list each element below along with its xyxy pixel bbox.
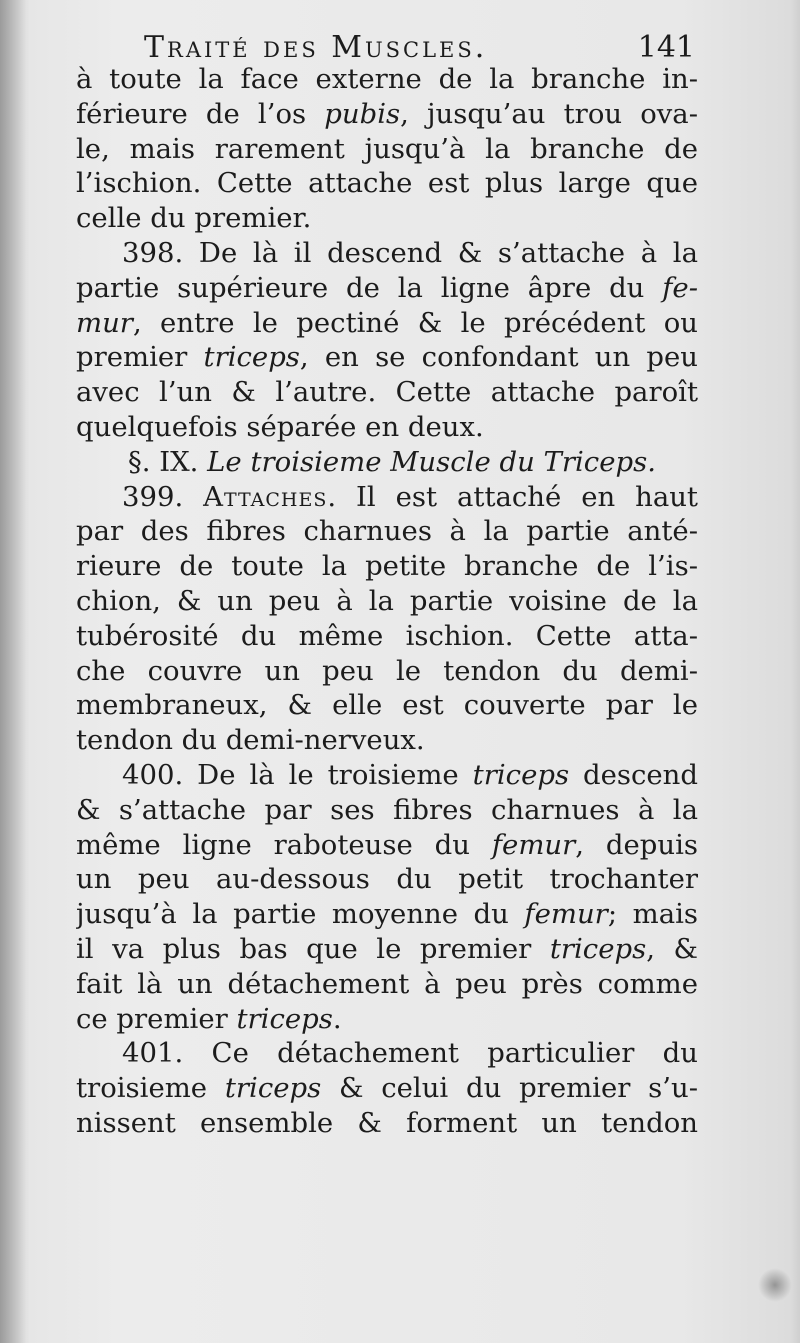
text-line	[76, 654, 698, 689]
text-line	[76, 236, 698, 271]
text-run: ; mais	[607, 898, 698, 931]
text-run: troisieme	[76, 1072, 225, 1105]
running-title: Traité des Muscles.	[144, 30, 488, 65]
text-run: celle du premier.	[76, 202, 312, 235]
text-line	[76, 340, 698, 375]
text-run: 401. Ce détachement particulier du	[122, 1037, 698, 1070]
text-run: . Il est attaché en haut	[327, 480, 698, 513]
text-run: , &	[646, 932, 698, 965]
italic-text: triceps	[236, 1002, 333, 1035]
text-line	[76, 688, 698, 723]
text-line	[76, 375, 698, 410]
text-run: férieure de l’os	[76, 97, 325, 130]
text-line	[76, 62, 698, 97]
text-run: partie supérieure de la ligne âpre du	[76, 271, 663, 304]
text-line	[76, 514, 698, 549]
text-run: & s’attache par ses fibres charnues à la	[76, 793, 698, 826]
text-line	[76, 723, 698, 758]
italic-text: triceps	[203, 341, 300, 374]
text-line	[76, 97, 698, 132]
body-text	[76, 62, 698, 1141]
text-run: il va plus bas que le premier	[76, 932, 550, 965]
text-run: che couvre un peu le tendon du demi-	[76, 654, 698, 687]
text-line	[76, 410, 698, 445]
text-run: chion, & un peu à la partie voisine de la	[76, 584, 698, 617]
text-run: même ligne raboteuse du	[76, 828, 492, 861]
text-run: le, mais rarement jusqu’à la branche de	[76, 132, 698, 165]
text-line	[76, 862, 698, 897]
text-line	[76, 132, 698, 167]
text-line	[76, 584, 698, 619]
text-run: , entre le pectiné & le précédent ou	[132, 306, 698, 339]
text-run: à toute la face externe de la branche in-	[76, 63, 698, 95]
text-run: avec l’un & l’autre. Cette attache paroît	[76, 376, 698, 409]
italic-text: triceps	[549, 932, 647, 965]
text-run: , jusqu’au trou ova-	[400, 97, 698, 130]
italic-text: femur	[524, 898, 608, 931]
text-run: membraneux, & elle est couverte par le	[76, 689, 698, 722]
text-line	[76, 480, 698, 515]
small-caps-text: Attaches	[203, 480, 328, 513]
text-run: descend	[569, 758, 698, 791]
text-run: ce premier	[76, 1002, 237, 1035]
spine-shadow	[0, 0, 30, 1343]
text-run: .	[332, 1002, 342, 1035]
text-run: nissent ensemble & forment un tendon	[76, 1106, 698, 1139]
text-line	[76, 201, 698, 236]
italic-text: pubis	[324, 97, 401, 130]
page-number: 141	[637, 30, 695, 65]
text-line	[76, 619, 698, 654]
text-run: jusqu’à la partie moyenne du	[76, 898, 525, 931]
text-run: 400. De là le troisieme	[122, 758, 473, 791]
italic-text: femur	[491, 828, 576, 861]
text-line	[76, 271, 698, 306]
text-run: l’ischion. Cette attache est plus large que	[76, 167, 698, 200]
text-run: un peu au-dessous du petit trochanter	[76, 863, 698, 896]
text-run: tubérosité du même ischion. Cette atta-	[76, 619, 698, 652]
text-line	[76, 793, 698, 828]
italic-text: triceps	[472, 758, 570, 791]
text-line	[76, 166, 698, 201]
text-line	[76, 306, 698, 341]
text-run: §. IX.	[128, 445, 208, 478]
text-line	[76, 1002, 698, 1037]
italic-text: fe-	[662, 271, 698, 304]
text-run: quelquefois séparée en deux.	[76, 410, 484, 443]
text-line	[76, 828, 698, 863]
text-line	[76, 897, 698, 932]
ink-blot	[758, 1268, 792, 1302]
text-run: & celui du premier s’u-	[321, 1072, 698, 1105]
text-run: fait là un détachement à peu près comme	[76, 967, 698, 1000]
text-run: par des fibres charnues à la partie anté-	[76, 515, 698, 548]
text-line	[76, 967, 698, 1002]
text-line	[76, 1106, 698, 1141]
text-run: rieure de toute la petite branche de l’is-	[76, 550, 698, 583]
text-run: 399.	[122, 480, 204, 513]
section-heading	[76, 445, 698, 480]
text-line	[76, 549, 698, 584]
text-line	[76, 1071, 698, 1106]
text-run: premier	[76, 341, 204, 374]
text-line	[76, 932, 698, 967]
text-run: , en se confondant un peu	[299, 341, 698, 374]
text-run: 398. De là il descend & s’attache à la	[122, 236, 698, 269]
text-run: tendon du demi-nerveux.	[76, 724, 425, 757]
italic-text: Le troisieme Muscle du Triceps.	[207, 445, 656, 478]
text-line	[76, 758, 698, 793]
text-line	[76, 1036, 698, 1071]
italic-text: mur	[76, 306, 133, 339]
text-run: , depuis	[575, 828, 698, 861]
italic-text: triceps	[224, 1072, 322, 1105]
